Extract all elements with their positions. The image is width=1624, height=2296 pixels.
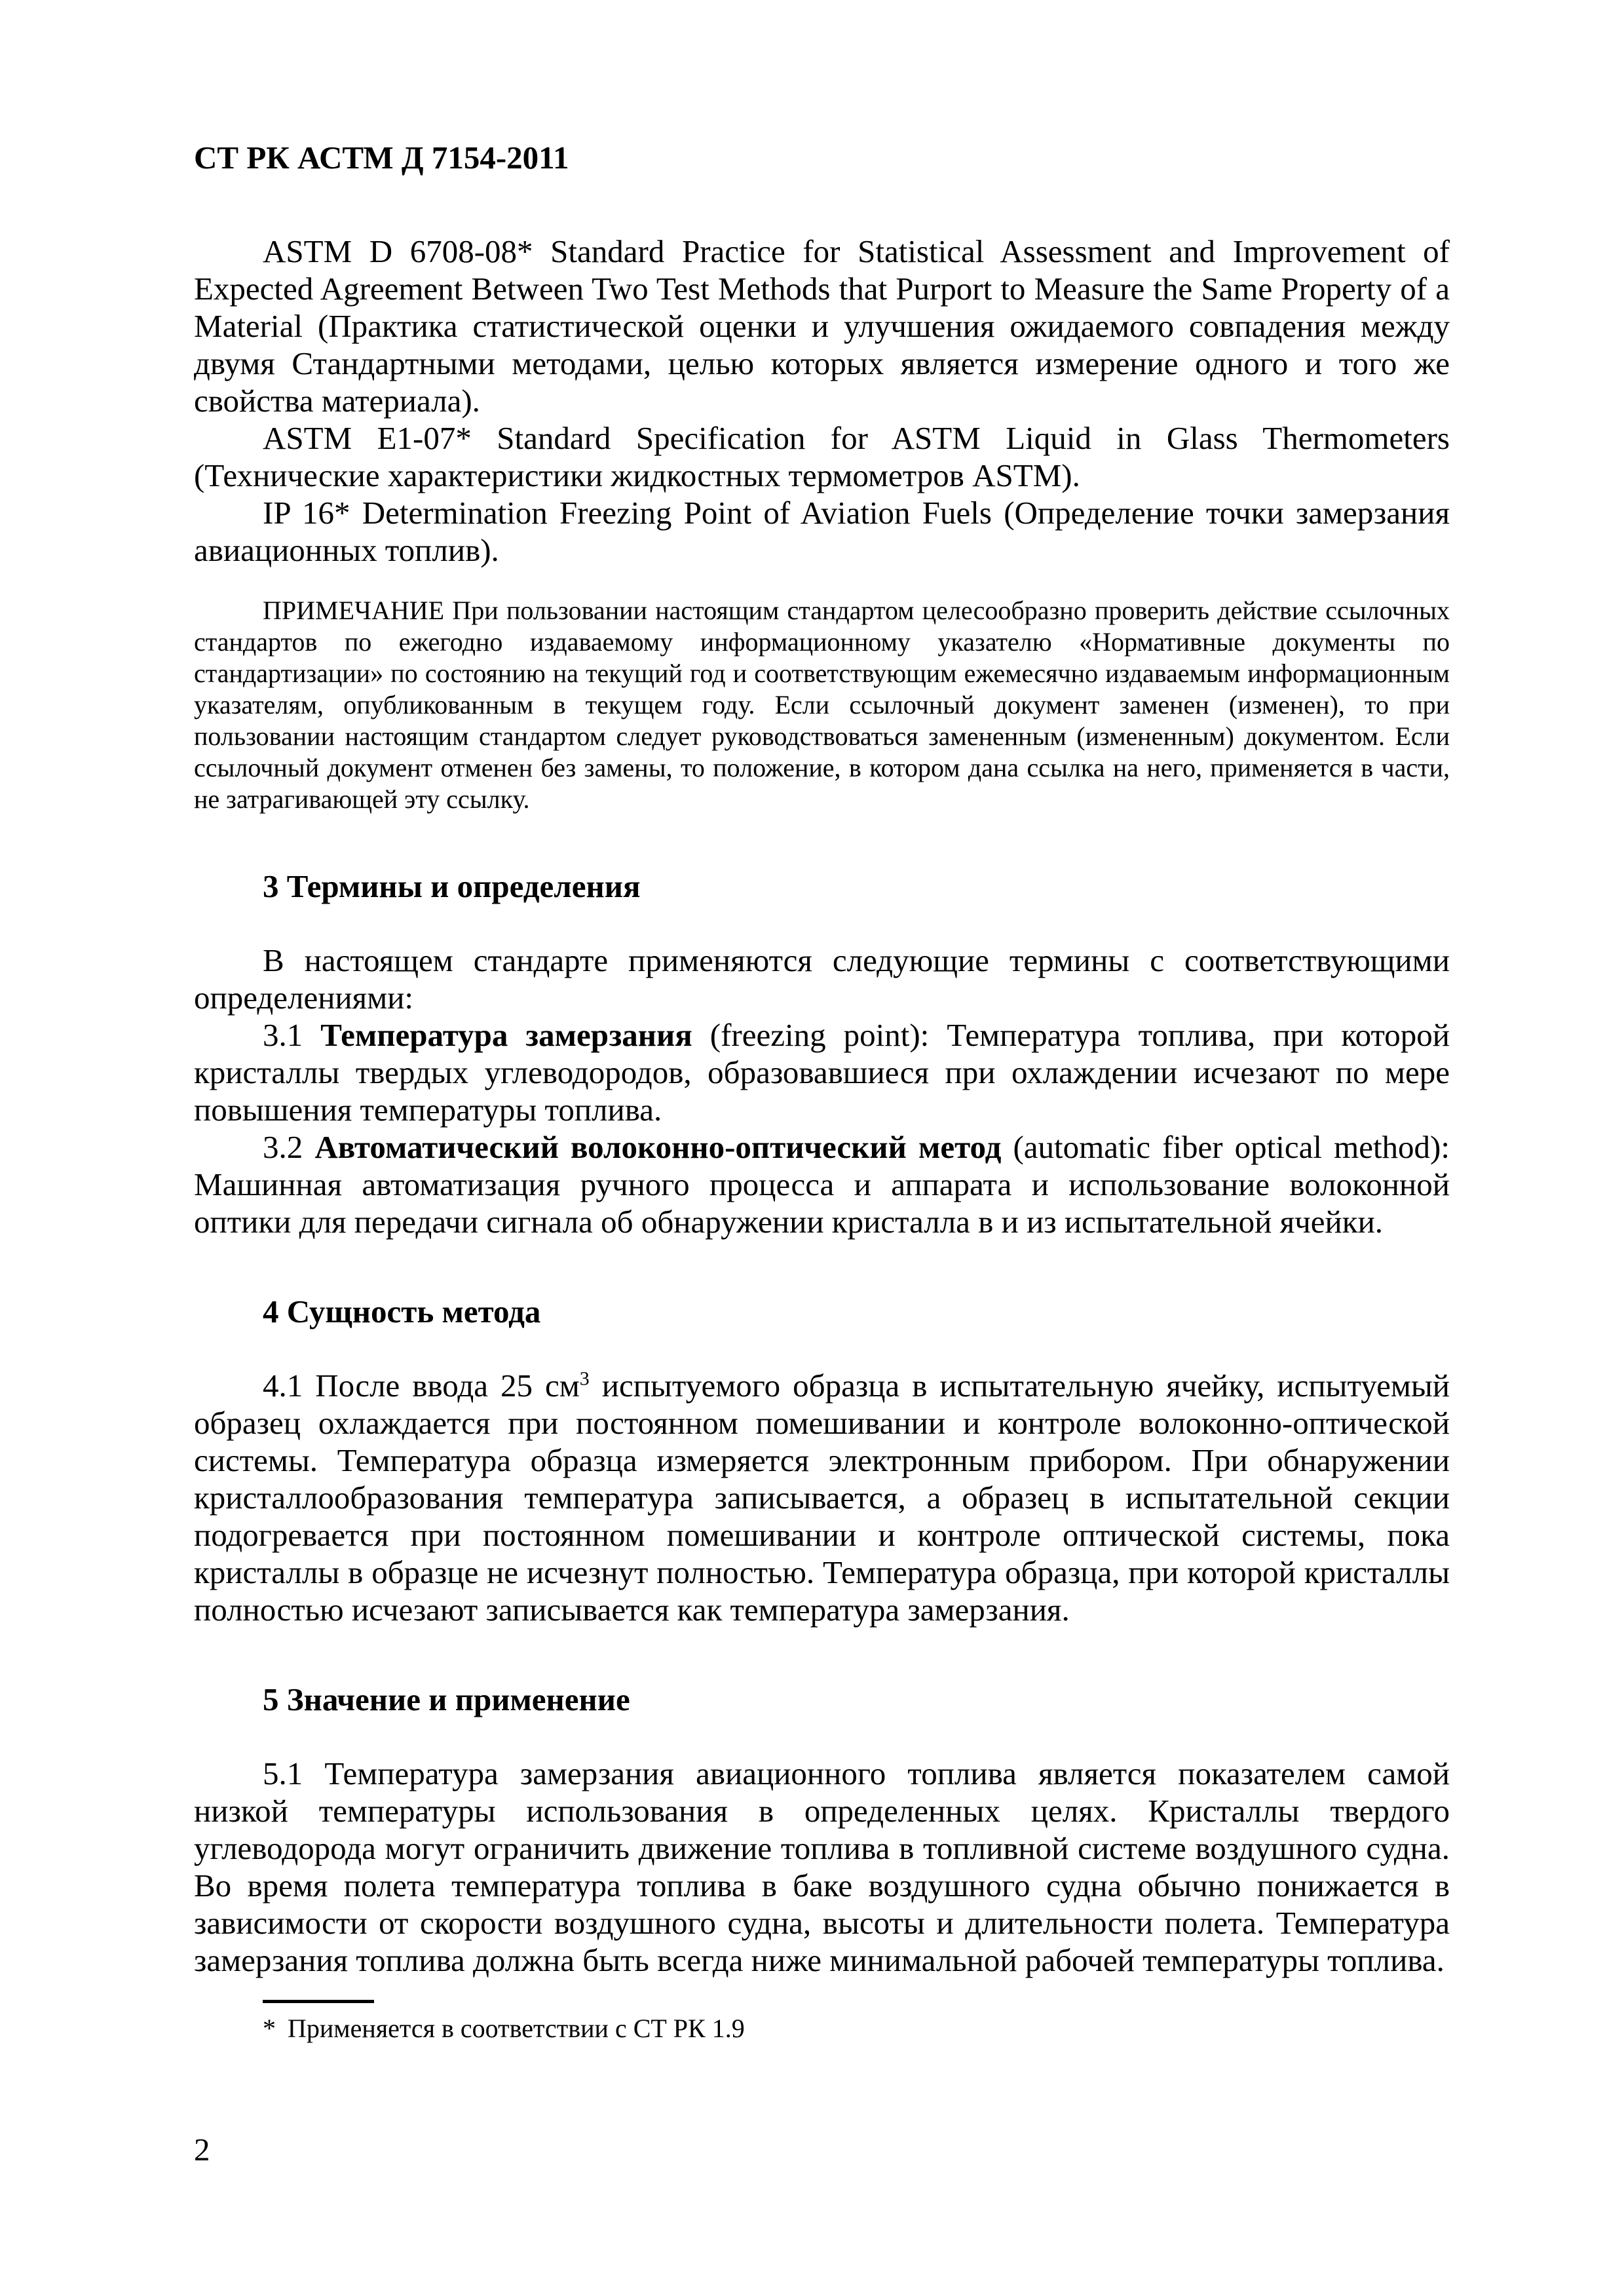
term-3-1: [194, 1016, 1450, 1128]
section-4-heading: 4 Сущность метода: [263, 1293, 541, 1330]
section-3-intro: В настоящем стандарте применяются следующие термины с соответствующими определениями:: [194, 942, 1450, 1016]
term-3-1-number: 3.1: [263, 1017, 321, 1053]
clause-4-1-text-start: 4.1 После ввода 25 см: [263, 1368, 580, 1404]
reference-astm-d6708: ASTM D 6708-08* Standard Practice for Statistical Assessment and Improvement of Expected Agreement Between Two Test Methods that Purport to Measure the Same Property of a Material (Практика статистической оценки и улучшения ожидаемого совпадения между двумя Стандартными методами, целью которых является измерение одного и того же свойства материала).: [194, 233, 1450, 419]
term-3-1-definition: (freezing point): Температура топлива, при которой кристаллы твердых углеводородов, образовавшиеся при охлаждении исчезают по мере повышения температуры топлива.: [194, 1017, 1450, 1128]
superscript-3: 3: [579, 1368, 590, 1390]
clause-4-1: [194, 1367, 1450, 1628]
term-3-2-term: Автоматический волоконно-оптический метод: [314, 1129, 1002, 1165]
term-3-2-number: 3.2: [263, 1129, 315, 1165]
footnote-area: [194, 2000, 1450, 2045]
footnote-separator-rule: [263, 2000, 374, 2003]
reference-ip16: IP 16* Determination Freezing Point of Aviation Fuels (Определение точки замерзания авиационных топлив).: [194, 495, 1450, 568]
term-3-2: [194, 1128, 1450, 1240]
footnote: [194, 2012, 1450, 2045]
footnote-text: Применяется в соответствии с СТ РК 1.9: [288, 2014, 745, 2043]
note-paragraph: ПРИМЕЧАНИЕ При пользовании настоящим стандартом целесообразно проверить действие ссылочных стандартов по ежегодно издаваемому информационному указателю «Нормативные документы по стандартизации» по состоянию на текущий год и соответствующим ежемесячно издаваемым информационным указателям, опубликованным в текущем году. Если ссылочный документ заменен (изменен), то при пользовании настоящим стандартом следует руководствоваться замененным (измененным) документом. Если ссылочный документ отменен без замены, то положение, в котором дана ссылка на него, применяется в части, не затрагивающей эту ссылку.: [194, 596, 1450, 814]
section-5-heading: 5 Значение и применение: [263, 1681, 630, 1717]
clause-5-1: 5.1 Температура замерзания авиационного топлива является показателем самой низкой температуры использования в определенных целях. Кристаллы твердого углеводорода могут ограничить движение топлива в топливной системе воздушного судна. Во время полета температура топлива в баке воздушного судна обычно понижается в зависимости от скорости воздушного судна, высоты и длительности полета. Температура замерзания топлива должна быть всегда ниже минимальной рабочей температуры топлива.: [194, 1755, 1450, 1978]
clause-4-1-text-end: испытуемого образца в испытательную ячейку, испытуемый образец охлаждается при постоянном помешивании и контроле волоконно-оптической системы. Температура образца измеряется электронным прибором. При обнаружении кристаллообразования температура записывается, а образец в испытательной секции подогревается при постоянном помешивании и контроле оптической системы, пока кристаллы в образце не исчезнут полностью. Температура образца, при которой кристаллы полностью исчезают записывается как температура замерзания.: [194, 1368, 1450, 1628]
footnote-marker: *: [263, 2014, 276, 2043]
document-code-header: СТ РК АСТМ Д 7154-2011: [194, 140, 569, 176]
section-3-heading: 3 Термины и определения: [263, 868, 641, 904]
reference-astm-e1: ASTM E1-07* Standard Specification for ASTM Liquid in Glass Thermometers (Технические характеристики жидкостных термометров ASTM).: [194, 420, 1450, 493]
page-number: 2: [194, 2132, 210, 2168]
term-3-1-term: Температура замерзания: [320, 1017, 692, 1053]
term-3-2-definition: (automatic fiber optical method): Машинная автоматизация ручного процесса и аппарата и использование волоконной оптики для передачи сигнала об обнаружении кристалла в и из испытательной ячейки.: [194, 1129, 1450, 1240]
